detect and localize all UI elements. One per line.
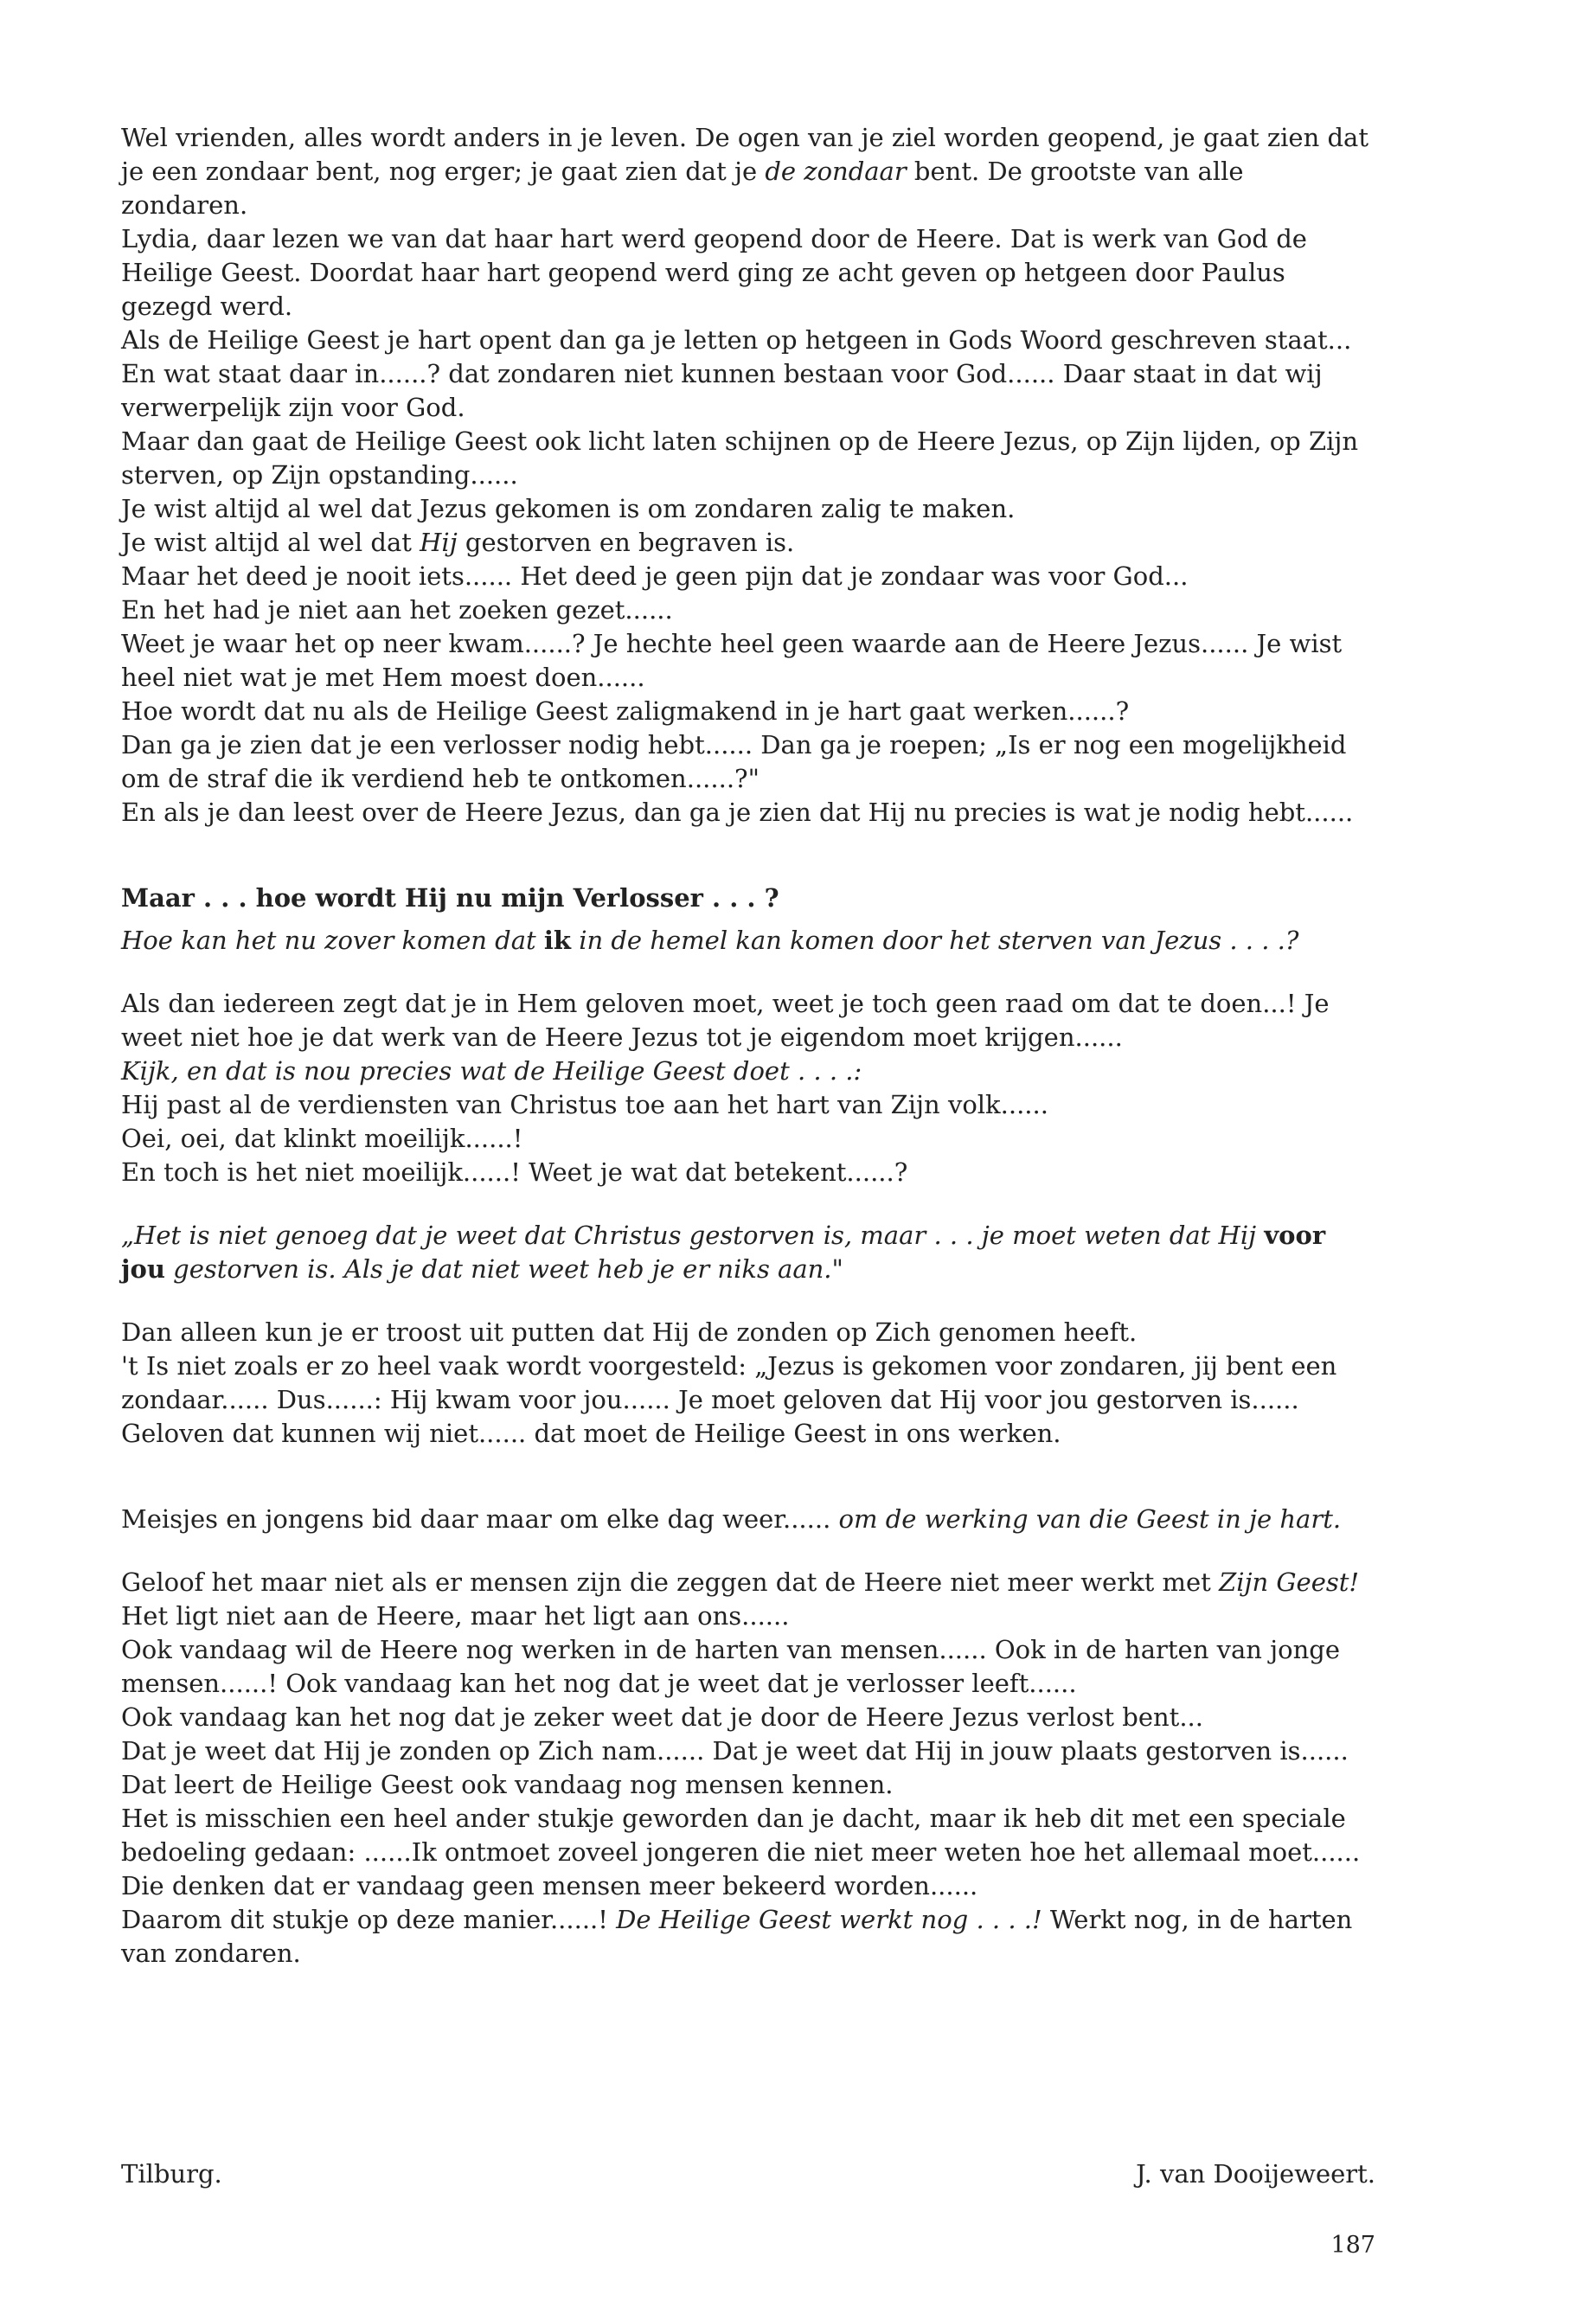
text-run: Zijn Geest!	[1219, 1567, 1360, 1597]
text-run: Je wist altijd al wel dat	[121, 528, 420, 557]
paragraph	[121, 222, 1375, 324]
section-explanation	[121, 987, 1375, 1189]
paragraph	[121, 121, 1375, 222]
paragraph	[121, 1734, 1375, 1768]
section-comfort	[121, 1316, 1375, 1451]
paragraph	[121, 1903, 1375, 1971]
text-run: En als je dan leest over de Heere Jezus, dan ga je zien dat Hij nu precies is wat je nodig hebt......	[121, 798, 1354, 827]
paragraph	[121, 324, 1375, 425]
text-run: Het ligt niet aan de Heere, maar het ligt aan ons......	[121, 1601, 790, 1631]
paragraph	[121, 1349, 1375, 1417]
article-body	[121, 121, 1375, 1971]
text-run: ik	[543, 926, 571, 955]
quote-block	[121, 1219, 1375, 1286]
paragraph	[121, 1566, 1375, 1633]
text-run: En toch is het niet moeilijk......! Weet je wat dat betekent......?	[121, 1157, 908, 1187]
text-run: Je wist altijd al wel dat Jezus gekomen is om zondaren zalig te maken.	[121, 494, 1016, 523]
paragraph	[121, 1054, 1375, 1088]
text-run: Maar het deed je nooit iets...... Het deed je geen pijn dat je zondaar was voor God...	[121, 561, 1189, 591]
paragraph	[121, 425, 1375, 492]
text-run: Lydia, daar lezen we van dat haar hart werd geopend door de Heere. Dat is werk van God de Heilige Geest. Doordat haar hart geopend werd ging ze acht geven op hetgeen door Paulus gezegd werd.	[121, 224, 1307, 321]
text-run: Als de Heilige Geest je hart opent dan ga je letten op hetgeen in Gods Woord geschreven staat... En wat staat daar in......? dat zondaren niet kunnen bestaan voor God...... Daar staat in dat wij verwerpelijk zijn voor God.	[121, 325, 1352, 422]
signature-place: Tilburg.	[121, 2159, 222, 2189]
text-run: Werkt nog, in de harten van zondaren.	[121, 1905, 1353, 1968]
paragraph	[121, 560, 1375, 593]
text-run: Dan alleen kun je er troost uit putten dat Hij de zonden op Zich genomen heeft.	[121, 1317, 1138, 1347]
text-run: Weet je waar het op neer kwam......? Je hechte heel geen waarde aan de Heere Jezus...... Je wist heel niet wat je met Hem moest doen......	[121, 629, 1343, 692]
paragraph	[121, 1156, 1375, 1189]
paragraph	[121, 526, 1375, 560]
text-run: voor jou	[121, 1221, 1326, 1284]
text-run: Geloven dat kunnen wij niet...... dat moet de Heilige Geest in ons werken.	[121, 1419, 1061, 1448]
section-subheading	[121, 924, 1375, 958]
section-intro	[121, 121, 1375, 830]
paragraph	[121, 728, 1375, 796]
text-run: Dan ga je zien dat je een verlosser nodig hebt...... Dan ga je roepen; „Is er nog een mogelijkheid om de straf die ik verdiend heb te ontkomen......?"	[121, 730, 1347, 793]
paragraph	[121, 1701, 1375, 1734]
text-run: Hoe wordt dat nu als de Heilige Geest zaligmakend in je hart gaat werken......?	[121, 696, 1130, 726]
text-run: Daarom dit stukje op deze manier......!	[121, 1905, 617, 1934]
text-run: gestorven en begraven is.	[457, 528, 795, 557]
text-run: De Heilige Geest werkt nog . . . .!	[616, 1905, 1042, 1934]
text-run: Hoe kan het nu zover komen dat	[121, 926, 544, 955]
text-run: Ook vandaag wil de Heere nog werken in de harten van mensen...... Ook in de harten van jonge mensen......! Ook vandaag kan het nog dat je weet dat je verlosser leeft......	[121, 1635, 1341, 1698]
text-run: „Het is niet genoeg dat je weet dat Christus gestorven is, maar . . . je moet weten dat Hij	[121, 1221, 1265, 1250]
section-heading: Maar . . . hoe wordt Hij nu mijn Verlosser . . . ?	[121, 883, 779, 913]
paragraph	[121, 1417, 1375, 1451]
paragraph	[121, 593, 1375, 627]
signature-author: J. van Dooijeweert.	[1136, 2159, 1375, 2189]
paragraph	[121, 987, 1375, 1054]
text-run: En het had je niet aan het zoeken gezet......	[121, 595, 673, 625]
text-run: gestorven is. Als je dat niet weet heb je er niks aan."	[164, 1254, 843, 1284]
text-run: Dat leert de Heilige Geest ook vandaag nog mensen kennen.	[121, 1770, 894, 1799]
paragraph	[121, 1316, 1375, 1349]
text-run: Kijk, en dat is nou precies wat de Heilige Geest doet . . . .:	[121, 1056, 862, 1086]
text-run: Maar dan gaat de Heilige Geest ook licht laten schijnen op de Heere Jezus, op Zijn lijden, op Zijn sterven, op Zijn opstanding......	[121, 426, 1359, 490]
text-run: om de werking van die Geest in je hart.	[838, 1504, 1342, 1534]
prayer-exhortation	[121, 1503, 1375, 1536]
paragraph	[121, 1768, 1375, 1802]
paragraph	[121, 1633, 1375, 1701]
text-run: bent. De grootste van alle zondaren.	[121, 157, 1244, 220]
text-run: Geloof het maar niet als er mensen zijn die zeggen dat de Heere niet meer werkt met	[121, 1567, 1220, 1597]
paragraph	[121, 695, 1375, 728]
text-run: Oei, oei, dat klinkt moeilijk......!	[121, 1124, 523, 1153]
page-number: 187	[1330, 2232, 1375, 2259]
paragraph	[121, 1122, 1375, 1156]
text-run: Hij past al de verdiensten van Christus toe aan het hart van Zijn volk......	[121, 1090, 1048, 1119]
text-run: Het is misschien een heel ander stukje geworden dan je dacht, maar ik heb dit met een speciale bedoeling gedaan: ......Ik ontmoet zoveel jongeren die niet meer weten hoe het allemaal moet...... Die denken dat er vandaag geen mensen meer bekeerd worden......	[121, 1804, 1361, 1900]
text-run: Meisjes en jongens bid daar maar om elke dag weer......	[121, 1504, 839, 1534]
paragraph	[121, 1088, 1375, 1122]
paragraph	[121, 492, 1375, 526]
text-run: de zondaar	[765, 157, 907, 186]
text-run: in de hemel kan komen door het sterven van Jezus . . . .?	[570, 926, 1299, 955]
paragraph	[121, 627, 1375, 695]
text-run: Ook vandaag kan het nog dat je zeker weet dat je door de Heere Jezus verlost bent...	[121, 1702, 1203, 1732]
text-run: Hij	[420, 528, 458, 557]
text-run: 't Is niet zoals er zo heel vaak wordt voorgesteld: „Jezus is gekomen voor zondaren, jij bent een zondaar...... Dus......: Hij kwam voor jou...... Je moet geloven dat Hij voor jou gestorven is......	[121, 1351, 1337, 1414]
paragraph	[121, 796, 1375, 830]
text-run: Wel vrienden, alles wordt anders in je leven. De ogen van je ziel worden geopend, je gaat zien dat je een zondaar bent, nog erger; je gaat zien dat je	[121, 123, 1368, 186]
paragraph	[121, 1802, 1375, 1903]
text-run: Als dan iedereen zegt dat je in Hem geloven moet, weet je toch geen raad om dat te doen...! Je weet niet hoe je dat werk van de Heere Jezus tot je eigendom moet krijgen......	[121, 989, 1330, 1052]
text-run: Dat je weet dat Hij je zonden op Zich nam...... Dat je weet dat Hij in jouw plaats gestorven is......	[121, 1736, 1349, 1766]
section-closing	[121, 1566, 1375, 1971]
